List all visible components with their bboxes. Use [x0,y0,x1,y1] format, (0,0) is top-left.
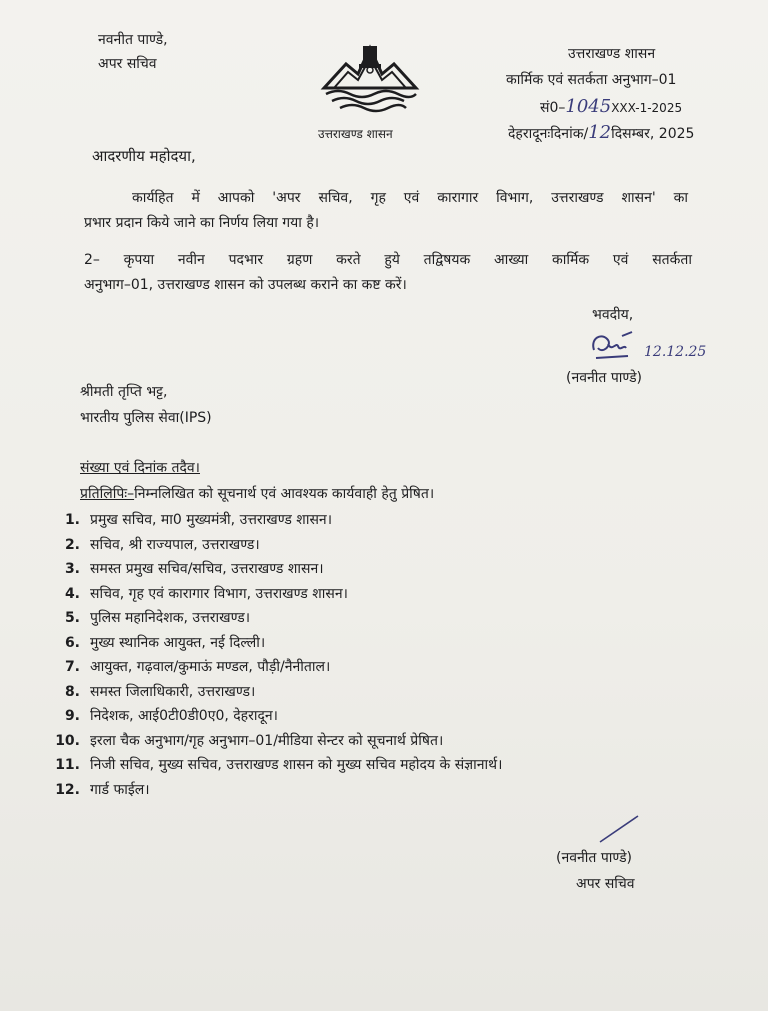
copy-intro-line [80,484,434,503]
list-item: 1. प्रमुख सचिव, मा0 मुख्यमंत्री, उत्तराखण्ड शासन। [64,512,332,528]
ref-handwritten-number: 1045 [565,96,612,117]
office-date [508,122,694,143]
copy-intro: निम्नलिखित को सूचनार्थ एवं आवश्यक कार्यवाही हेतु प्रेषित। [134,486,435,502]
list-item: 5. पुलिस महानिदेशक, उत्तराखण्ड। [64,610,251,626]
list-item: 4. सचिव, गृह एवं कारागार विभाग, उत्तराखण्ड शासन। [64,585,348,602]
list-item: 6. मुख्य स्थानिक आयुक्त, नई दिल्ली। [64,634,266,651]
list-item: 7. आयुक्त, गढ़वाल/कुमाऊं मण्डल, पौड़ी/नैनीताल। [64,659,331,675]
uttarakhand-emblem-icon [318,38,422,118]
footer-signature-stroke-icon [596,812,642,846]
footer-signatory-designation: अपर सचिव [576,876,635,892]
office-government: उत्तराखण्ड शासन [568,46,656,62]
paragraph1-line2: प्रभार प्रदान किये जाने का निर्णय लिया गया है। [84,215,320,231]
copy-heading: प्रतिलिपिः– [80,486,135,502]
date-prefix: देहरादूनःदिनांक/ [508,126,589,142]
list-item: 3. समस्त प्रमुख सचिव/सचिव, उत्तराखण्ड शासन। [64,561,324,577]
paragraph2-line1: 2– कृपया नवीन पदभार ग्रहण करते हुये तद्विषयक आख्या कार्मिक एवं सतर्कता [84,252,692,268]
date-handwritten-day: 12 [588,122,612,143]
copy-list [46,510,746,810]
list-item: 12. गार्ड फाईल। [55,781,150,798]
number-date-line: संख्या एवं दिनांक तदैव। [80,460,200,476]
footer-signatory-name: (नवनीत पाण्डे) [556,850,633,866]
list-item: 10. इरला चैक अनुभाग/गृह अनुभाग–01/मीडिया सेन्टर को सूचनार्थ प्रेषित। [55,732,444,749]
closing-yours: भवदीय, [592,307,634,323]
list-item: 11. निजी सचिव, मुख्य सचिव, उत्तराखण्ड शासन को मुख्य सचिव महोदय के संज्ञानार्थ। [55,757,503,773]
paragraph2-line2: अनुभाग–01, उत्तराखण्ड शासन को उपलब्ध कराने का कष्ट करें। [84,277,407,293]
paragraph1-line1: कार्यहित में आपको 'अपर सचिव, गृह एवं कारागार विभाग, उत्तराखण्ड शासन' का [132,190,688,206]
recipient-name: श्रीमती तृप्ति भट्ट, [80,384,168,400]
list-item: 8. समस्त जिलाधिकारी, उत्तराखण्ड। [64,683,256,700]
sender-designation: अपर सचिव [98,56,157,72]
list-item: 2. सचिव, श्री राज्यपाल, उत्तराखण्ड। [64,536,260,553]
recipient-service: भारतीय पुलिस सेवा(IPS) [80,410,212,426]
office-section: कार्मिक एवं सतर्कता अनुभाग–01 [506,72,677,88]
list-item: 9. निदेशक, आई0टी0डी0ए0, देहरादून। [64,708,278,724]
sender-name: नवनीत पाण्डे, [98,32,168,48]
closing-signatory: (नवनीत पाण्डे) [566,370,643,386]
signature-date: 12.12.25 [644,344,707,360]
office-reference [540,96,682,117]
emblem-label: उत्तराखण्ड शासन [318,127,393,141]
salutation: आदरणीय महोदया, [92,147,196,165]
ref-prefix: सं0– [540,100,566,116]
date-suffix: दिसम्बर, 2025 [611,126,695,142]
ref-suffix: XXX-1-2025 [611,101,683,115]
handwritten-signature-icon [588,326,638,366]
